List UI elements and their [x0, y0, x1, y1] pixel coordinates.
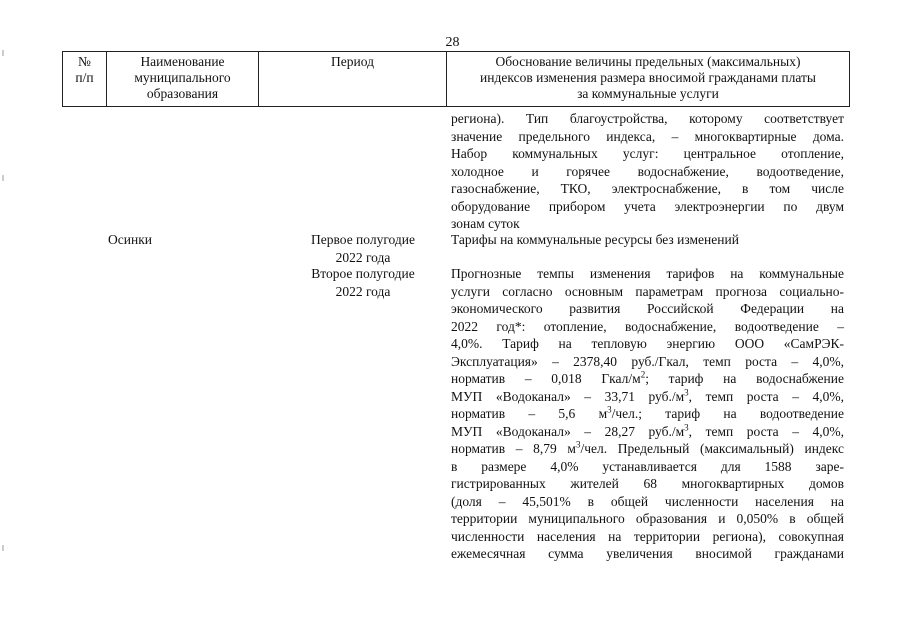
municipality-name: Осинки: [108, 232, 152, 247]
scan-artifact: [2, 50, 4, 56]
period-first-half-justification: Тарифы на коммунальные ресурсы без изменений: [451, 232, 739, 247]
period-second-half: Второе полугодие 2022 года: [311, 266, 415, 299]
scan-artifact: [2, 175, 4, 181]
period-first-half: Первое полугодие 2022 года: [311, 232, 415, 265]
continuation-text: региона). Тип благоустройства, которому соответствует значение предельного индекса, – многоквартирные дома. Набор коммунальных услуг: центральное отопление, холодное и горячее водоснабжение, водоотведение, газоснабжение, ТКО, электроснабжение, в том числе оборудование прибором учета электроэнергии по двум зонам суток: [451, 111, 844, 231]
table-header: [62, 51, 850, 107]
page-number: 28: [445, 35, 460, 50]
header-municipality-column: Наименование муниципального образования: [107, 52, 259, 106]
period-second-half-justification: Прогнозные темпы изменения тарифов на коммунальные услуги согласно основным параметрам прогноза социально- экономического развития Российской Федерации на 2022 год*: отопление, водоснабжение, водоотведение – 4,0%. Тариф на тепловую энергию ООО «СамРЭК- Эксплуатация» – 2378,40 руб./Гкал, темп роста – 4,0%, норматив – 0,018 Гкал/$м^2$; тариф на водоснабжение МУП «Водоканал» – 33,71 $руб./м^3$, темп роста – 4,0%, норматив – 5,6 $м^3$/чел.; тариф на водоотведение МУП «Водоканал» – 28,27 $руб./м^3$, темп роста – 4,0%, норматив – 8,79 $м^3$/чел. Предельный (максимальный) индекс в размере 4,0% устанавливается для 1588 заре- гистрированных жителей 68 многоквартирных домов (доля – 45,501% в общей численности населения на территории муниципального образования и 0,050% в общей численности населения на территории региона), совокупная ежемесячная сумма увеличения вносимой гражданами: [451, 266, 845, 561]
header-number-column: № п/п: [63, 52, 107, 106]
header-justification-column: Обоснование величины предельных (максимальных) индексов изменения размера вносимой гражданами платы за коммунальные услуги: [480, 54, 816, 101]
header-period-column: Период: [259, 52, 447, 106]
scan-artifact: [2, 545, 4, 551]
